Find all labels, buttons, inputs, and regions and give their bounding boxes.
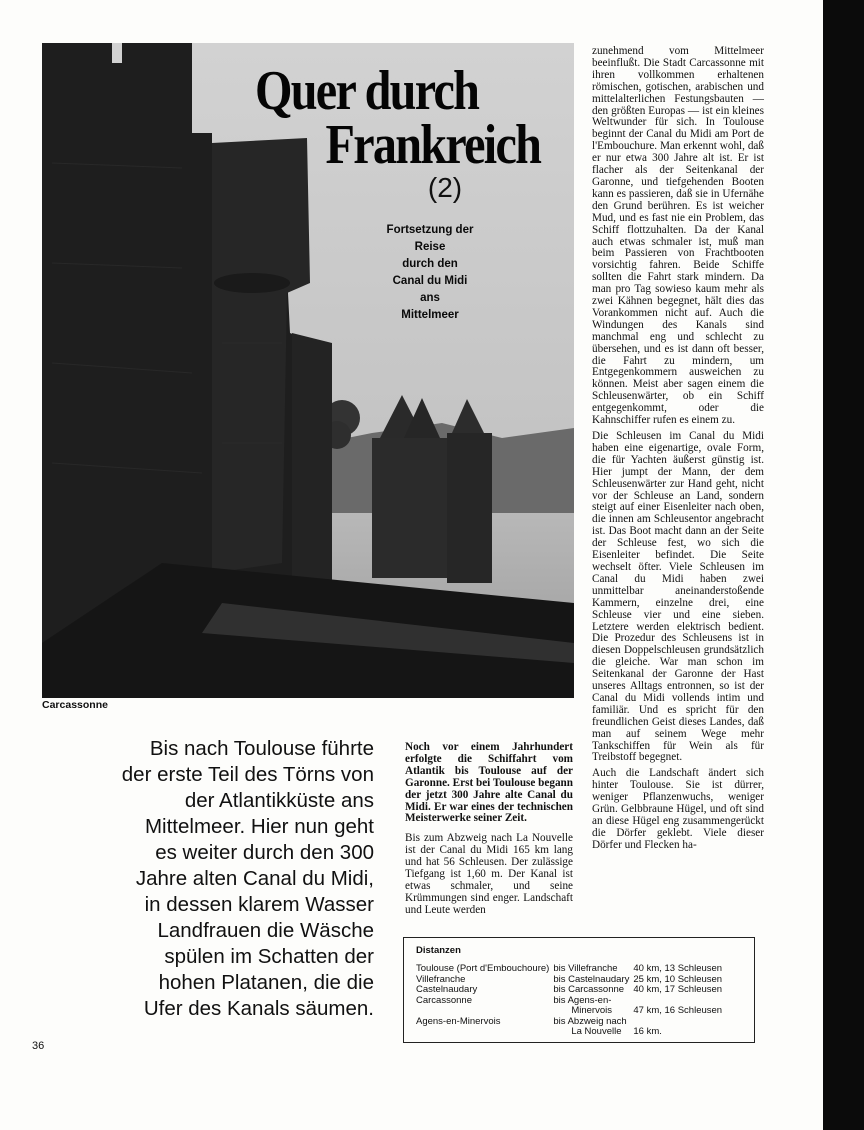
distance-to: Minervois — [571, 1005, 612, 1016]
body-paragraph: Auch die Landschaft ändert sich hinter Toulouse. Sie ist dürrer, weniger Pflanzenwuchs, weniger Grün. Gelbbraune Hügel, und oft sind an diese Hügel eng zusammengerückt die Dörfer geklebt. Viele dieser Dörfer und Flecken ha- — [592, 767, 764, 851]
page-number: 36 — [32, 1040, 45, 1052]
body-paragraph: Bis zum Abzweig nach La Nouvelle ist der Canal du Midi 165 km lang und hat 56 Schleusen. Der zulässige Tiefgang ist 1,60 m. Der Kanal ist etwas schmaler, und seine Krümmungen sind enger. Landschaft und Leute werden — [405, 832, 573, 916]
distance-from: Agens-en-Minervois — [416, 1015, 501, 1027]
subhead-line: Mittelmeer — [401, 309, 459, 321]
body-paragraph: Die Schleusen im Canal du Midi haben eine eigenartige, ovale Form, die für Yachten äußerst günstig ist. Hier jumpt der Mann, der dem Schleusenwärter zur Hand geht, nicht vor der Schleuse an Land, sondern steigt auf einer Eisenleiter nach oben, die innen am Schleusentor angebracht ist. Das Boot macht dann an der Seite der Schleuse fest, wo sich die Eisenleiter befindet. Die Seite wechselt öfter. Viele Schleusen im Canal du Midi haben zwei unmittelbar aneinanderstoßende Kammern, einzelne drei, eine Schleuse vier und eine sieben. Letztere werden elektrisch bedient. Die Prozedur des Schleusens ist in diesen Doppelschleusen grundsätzlich die gleiche. War man schon im Seitenkanal der Garonne der Hast unseres Alltags entronnen, so ist der Canal du Midi vollends intim und familiär. Und es spricht für den freundlichen Geist dieses Landes, daß man auf seinem Wege mehr Tankschiffen für Wein als für Treibstoff begegnet. — [592, 430, 764, 764]
distance-from: Castelnaudary — [416, 984, 478, 995]
right-column — [592, 46, 764, 856]
subheadline — [370, 222, 490, 324]
headline-line-2: Frankreich — [325, 114, 541, 176]
distance-value: 40 km, 13 Schleusen — [633, 963, 723, 974]
distance-to: La Nouvelle — [571, 1026, 622, 1037]
distance-from: Toulouse (Port d'Embouchoure) — [416, 963, 550, 974]
distance-row — [416, 1027, 726, 1038]
distance-from: Carcassonne — [416, 994, 472, 1006]
photo-caption: Carcassonne — [42, 699, 108, 711]
distances-box — [403, 937, 755, 1043]
subhead-line: Fortsetzung der Reise — [386, 224, 474, 253]
distance-from — [416, 1027, 553, 1038]
distance-row — [416, 1006, 726, 1017]
distance-to: bis Agens-en- — [553, 994, 612, 1006]
intro-text: Bis nach Toulouse führte der erste Teil des Törns von der Atlantikküste ans Mittelmeer. Hier nun geht es weiter durch den 300 Jahre alten Canal du Midi, in dessen klarem Wasser Landfrauen die Wäsche spülen im Schatten der hohen Platanen, die die Ufer des Kanals säumen. — [121, 737, 374, 1020]
distance-to: bis Carcassonne — [553, 984, 625, 995]
scan-edge-bar — [823, 0, 864, 1130]
distances-table — [416, 964, 726, 1038]
distance-to: bis Villefranche — [553, 963, 618, 974]
distance-to: bis Castelnaudary — [553, 973, 630, 985]
subhead-line: Canal du Midi — [392, 275, 468, 287]
distances-title: Distanzen — [416, 945, 461, 956]
distance-value: 25 km, 10 Schleusen — [633, 973, 723, 985]
distance-row — [416, 985, 726, 996]
headline — [255, 60, 541, 176]
distance-from — [416, 1006, 553, 1017]
distance-row — [416, 964, 726, 975]
distance-value: 47 km, 16 Schleusen — [633, 1005, 723, 1016]
middle-column — [405, 742, 573, 921]
headline-line-1: Quer durch — [255, 60, 479, 122]
part-number: (2) — [427, 172, 463, 203]
distance-from: Villefranche — [416, 973, 466, 985]
lead-paragraph: Noch vor einem Jahrhundert erfolgte die Schiffahrt vom Atlantik bis Toulouse auf der Garonne. Erst bei Toulouse begann der jetzt 300 Jahre alte Canal du Midi. Er war eines der technischen Meisterwerke seiner Zeit. — [405, 741, 573, 825]
subhead-line: durch den — [402, 258, 458, 270]
body-paragraph: zunehmend vom Mittelmeer beeinflußt. Die Stadt Carcassonne mit ihren vollkommen erhaltenen römischen, gotischen, arabischen und mittelalterlichen Festungsbauten — den größten Europas — ist ein kleines Weltwunder für sich. In Toulouse beginnt der Canal du Midi am Port de l'Embouchure. Man erkennt wohl, daß er nur etwa 300 Jahre alt ist. Er ist flacher als der Seitenkanal der Garonne, und tiefgehenden Booten kann es passieren, daß sie in Ufernähe den Grund berühren. Es ist weicher Mud, und es fast nie ein Problem, das Schiff flottzuhalten. Da der Kanal auch etwas schmaler ist, muß man beim Passieren von Frachtbooten vorsichtig fahren. Beide Schiffe sollten die Fahrt stark mindern. Da man pro Tag sowieso kaum mehr als zwei Kähnen begegnet, hält dies das Vorankommen nicht auf. Auch die Windungen des Kanals sind manchmal eng und schlecht zu übersehen, und es ist dann oft besser, die Fahrt zu mindern, um Entgegenkommern ausweichen zu können. Meist aber sagen einem die Schleusenwärter, ob ein Schiff entgegenkommt, oder die Kahnschiffer rufen es einem zu. — [592, 45, 764, 427]
distance-to: bis Abzweig nach — [553, 1015, 627, 1027]
subhead-line: ans — [420, 292, 440, 304]
distance-value: 40 km, 17 Schleusen — [633, 984, 723, 995]
distance-value: 16 km. — [633, 1026, 662, 1037]
